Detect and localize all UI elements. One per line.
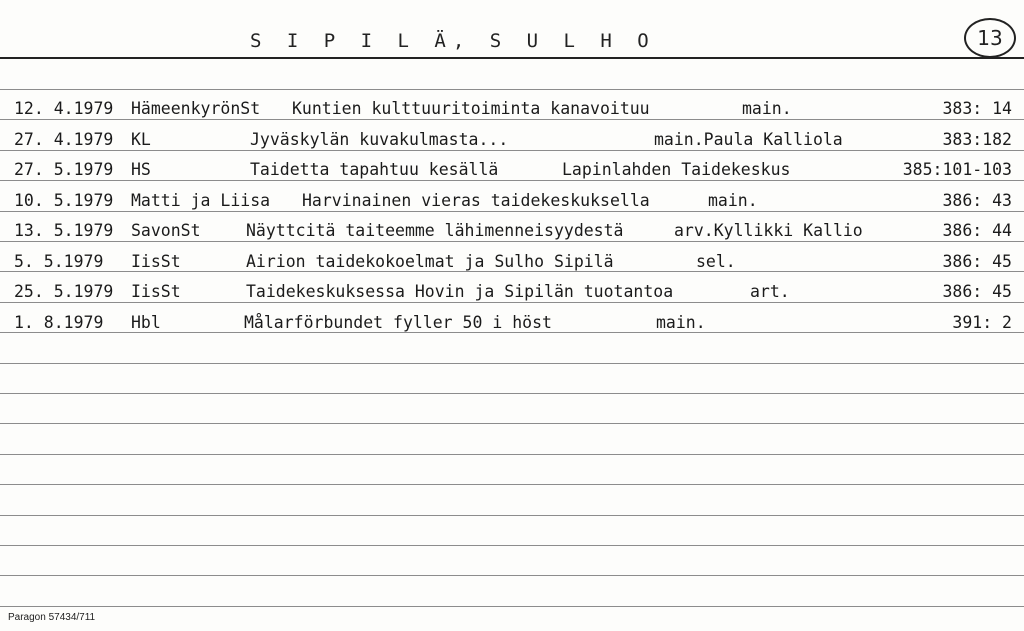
entry-note: main. (656, 312, 706, 332)
ruled-line (0, 180, 1024, 181)
entry-row (0, 278, 1024, 309)
entry-headline: Näyttcitä taiteemme lähimenneisyydestä (246, 221, 624, 240)
entry-headline: Kuntien kulttuuritoiminta kanavoituu (292, 99, 650, 118)
entry-reference: 383: 14 (942, 99, 1012, 118)
entry-row (0, 95, 1024, 126)
entry-row (0, 126, 1024, 157)
entry-headline: Målarförbundet fyller 50 i höst (244, 312, 552, 332)
entry-date: 27. 5.1979 (14, 160, 114, 179)
entry-reference: 391: 2 (952, 312, 1012, 332)
entry-reference: 386: 45 (942, 251, 1012, 271)
entry-note: main. (742, 99, 792, 118)
ruled-line (0, 332, 1024, 333)
entry-source: Matti ja Liisa (131, 190, 271, 210)
entry-source: Hbl (131, 312, 161, 332)
entry-reference: 386: 45 (942, 282, 1012, 301)
ruled-line (0, 484, 1024, 485)
ruled-line (0, 545, 1024, 546)
entry-headline: Harvinainen vieras taidekeskuksella (302, 190, 650, 210)
entry-date: 12. 4.1979 (14, 99, 114, 118)
entry-date: 25. 5.1979 (14, 282, 114, 301)
ruled-line (0, 302, 1024, 303)
ruled-line (0, 393, 1024, 394)
entry-source: HS (131, 160, 151, 179)
printer-mark: Paragon 57434/711 (8, 612, 96, 623)
entry-date: 27. 4.1979 (14, 129, 114, 149)
ruled-line (0, 271, 1024, 272)
entry-date: 1. 8.1979 (14, 312, 104, 332)
entry-source: SavonSt (131, 221, 201, 240)
ruled-line (0, 515, 1024, 516)
entry-headline: Jyväskylän kuvakulmasta... (250, 129, 509, 149)
entry-date: 5. 5.1979 (14, 251, 104, 271)
entry-headline: Taidetta tapahtuu kesällä (250, 160, 499, 179)
card-number-circle: 13 (964, 18, 1016, 58)
ruled-line (0, 119, 1024, 120)
entry-reference: 385:101-103 (902, 160, 1012, 179)
ruled-line (0, 575, 1024, 576)
ruled-line (0, 363, 1024, 364)
entry-source: KL (131, 129, 151, 149)
entry-row (0, 187, 1024, 218)
entry-source: IisSt (131, 251, 181, 271)
entry-headline: Taidekeskuksessa Hovin ja Sipilän tuotantoa (246, 282, 674, 301)
entry-reference: 386: 43 (942, 190, 1012, 210)
entry-headline: Airion taidekokoelmat ja Sulho Sipilä (246, 251, 614, 271)
ruled-line (0, 606, 1024, 607)
entry-note: art. (750, 282, 790, 301)
ruled-line (0, 423, 1024, 424)
entry-row (0, 156, 1024, 187)
entry-note: arv.Kyllikki Kallio (674, 221, 863, 240)
ruled-line (0, 454, 1024, 455)
entry-note: main.Paula Kalliola (654, 129, 843, 149)
entry-date: 10. 5.1979 (14, 190, 114, 210)
entry-reference: 386: 44 (942, 221, 1012, 240)
entry-reference: 383:182 (942, 129, 1012, 149)
ruled-line (0, 211, 1024, 212)
ruled-line (0, 150, 1024, 151)
entry-note: sel. (696, 251, 736, 271)
ruled-line (0, 241, 1024, 242)
entry-row (0, 217, 1024, 248)
ruled-line (0, 89, 1024, 90)
entry-date: 13. 5.1979 (14, 221, 114, 240)
entry-row (0, 248, 1024, 279)
entry-note: main. (708, 190, 758, 210)
entry-source: IisSt (131, 282, 181, 301)
entry-row (0, 309, 1024, 340)
entry-note: Lapinlahden Taidekeskus (562, 160, 791, 179)
entry-source: HämeenkyrönSt (131, 99, 261, 118)
card-title: S I P I L Ä, S U L H O (250, 30, 656, 52)
header-rule (0, 57, 1024, 59)
